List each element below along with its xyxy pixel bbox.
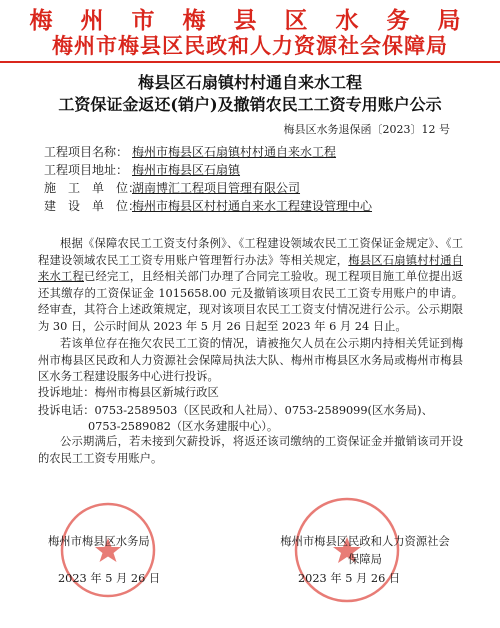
complaint-phones: 投诉电话：0753-2589503（区民政和人社局）、0753-2589099(区水务局)、: [38, 404, 433, 417]
p1-text-a: 根据《保障农民工工资支付条例》、《工程建设领域农民工工资保证金规定》、《工程建设领域农民工工资专用账户管理暂行办法》等相关规定，: [38, 237, 463, 267]
field-label: 施 工 单 位：: [44, 181, 141, 195]
complaint-address: 投诉地址：梅州市梅县区新城行政区: [38, 386, 219, 399]
field-contractor: [44, 179, 300, 196]
field-project-name: [44, 143, 336, 160]
field-value: 湖南博汇工程项目管理有限公司: [132, 181, 301, 195]
complaint-phones-cont: 0753-2589082（区水务建服中心）。: [88, 420, 279, 433]
issuer-header-line1: 梅 州 市 梅 县 区 水 务 局: [29, 8, 471, 34]
field-value: 梅州市梅县区石扇镇村村通自来水工程: [132, 145, 337, 159]
signature-left-date: 2023 年 5 月 26 日: [58, 572, 161, 585]
document-number: 梅县区水务退保函〔2023〕12 号: [283, 123, 450, 136]
signature-right-org: 梅州市梅县区民政和人力资源社会保障局: [280, 535, 450, 566]
signature-right-date: 2023 年 5 月 26 日: [298, 572, 401, 585]
body-paragraph-2: 若该单位存在拖欠农民工工资的情况，请被拖欠人员在公示期内持相关凭证到梅州市梅县区民政和人力资源社会保障局执法大队、梅州市梅县区水务局或梅州市梅县区水务工程建设服务中心进行投诉。: [38, 337, 463, 384]
field-value: 梅州市梅县区村村通自来水工程建设管理中心: [132, 199, 373, 213]
header-divider: [0, 61, 500, 63]
p1-text-b: 已经完工，且经相关部门办理了合同完工验收。现工程项目施工单位提出返还其缴存的工资保证金 1015658.00 元及撤销该项目农民工工资专用账户的申请。经审查，其符合上述政策规定，现对该项目农民工工资支付情况进行公示。公示期限为 30 日，公示时间从 2023 年 5 月 26 日起至 2023 年 6 月 24 日止。: [38, 270, 463, 333]
field-label: 工程项目地址：: [44, 163, 129, 177]
document-title-line2: 工资保证金返还(销户)及撤销农民工工资专用账户公示: [58, 95, 442, 114]
document-title-line1: 梅县区石扇镇村村通自来水工程: [137, 73, 362, 92]
p1-project-name: 梅县区石扇镇村村通自来水工程: [38, 253, 463, 284]
field-label: 工程项目名称：: [44, 145, 129, 159]
field-label: 建 设 单 位：: [44, 199, 141, 213]
signature-left-org: 梅州市梅县区水务局: [48, 535, 150, 548]
field-owner: [44, 197, 372, 214]
body-paragraph-3: 公示期满后，若未接到欠薪投诉，将返还该司缴纳的工资保证金并撤销该司开设的农民工工资专用账户。: [38, 435, 463, 465]
body-paragraph-1: [38, 236, 463, 336]
issuer-header-line2: 梅州市梅县区民政和人力资源社会保障局: [52, 34, 448, 58]
field-value: 梅州市梅县区石扇镇: [132, 163, 241, 177]
field-project-address: [44, 161, 240, 178]
